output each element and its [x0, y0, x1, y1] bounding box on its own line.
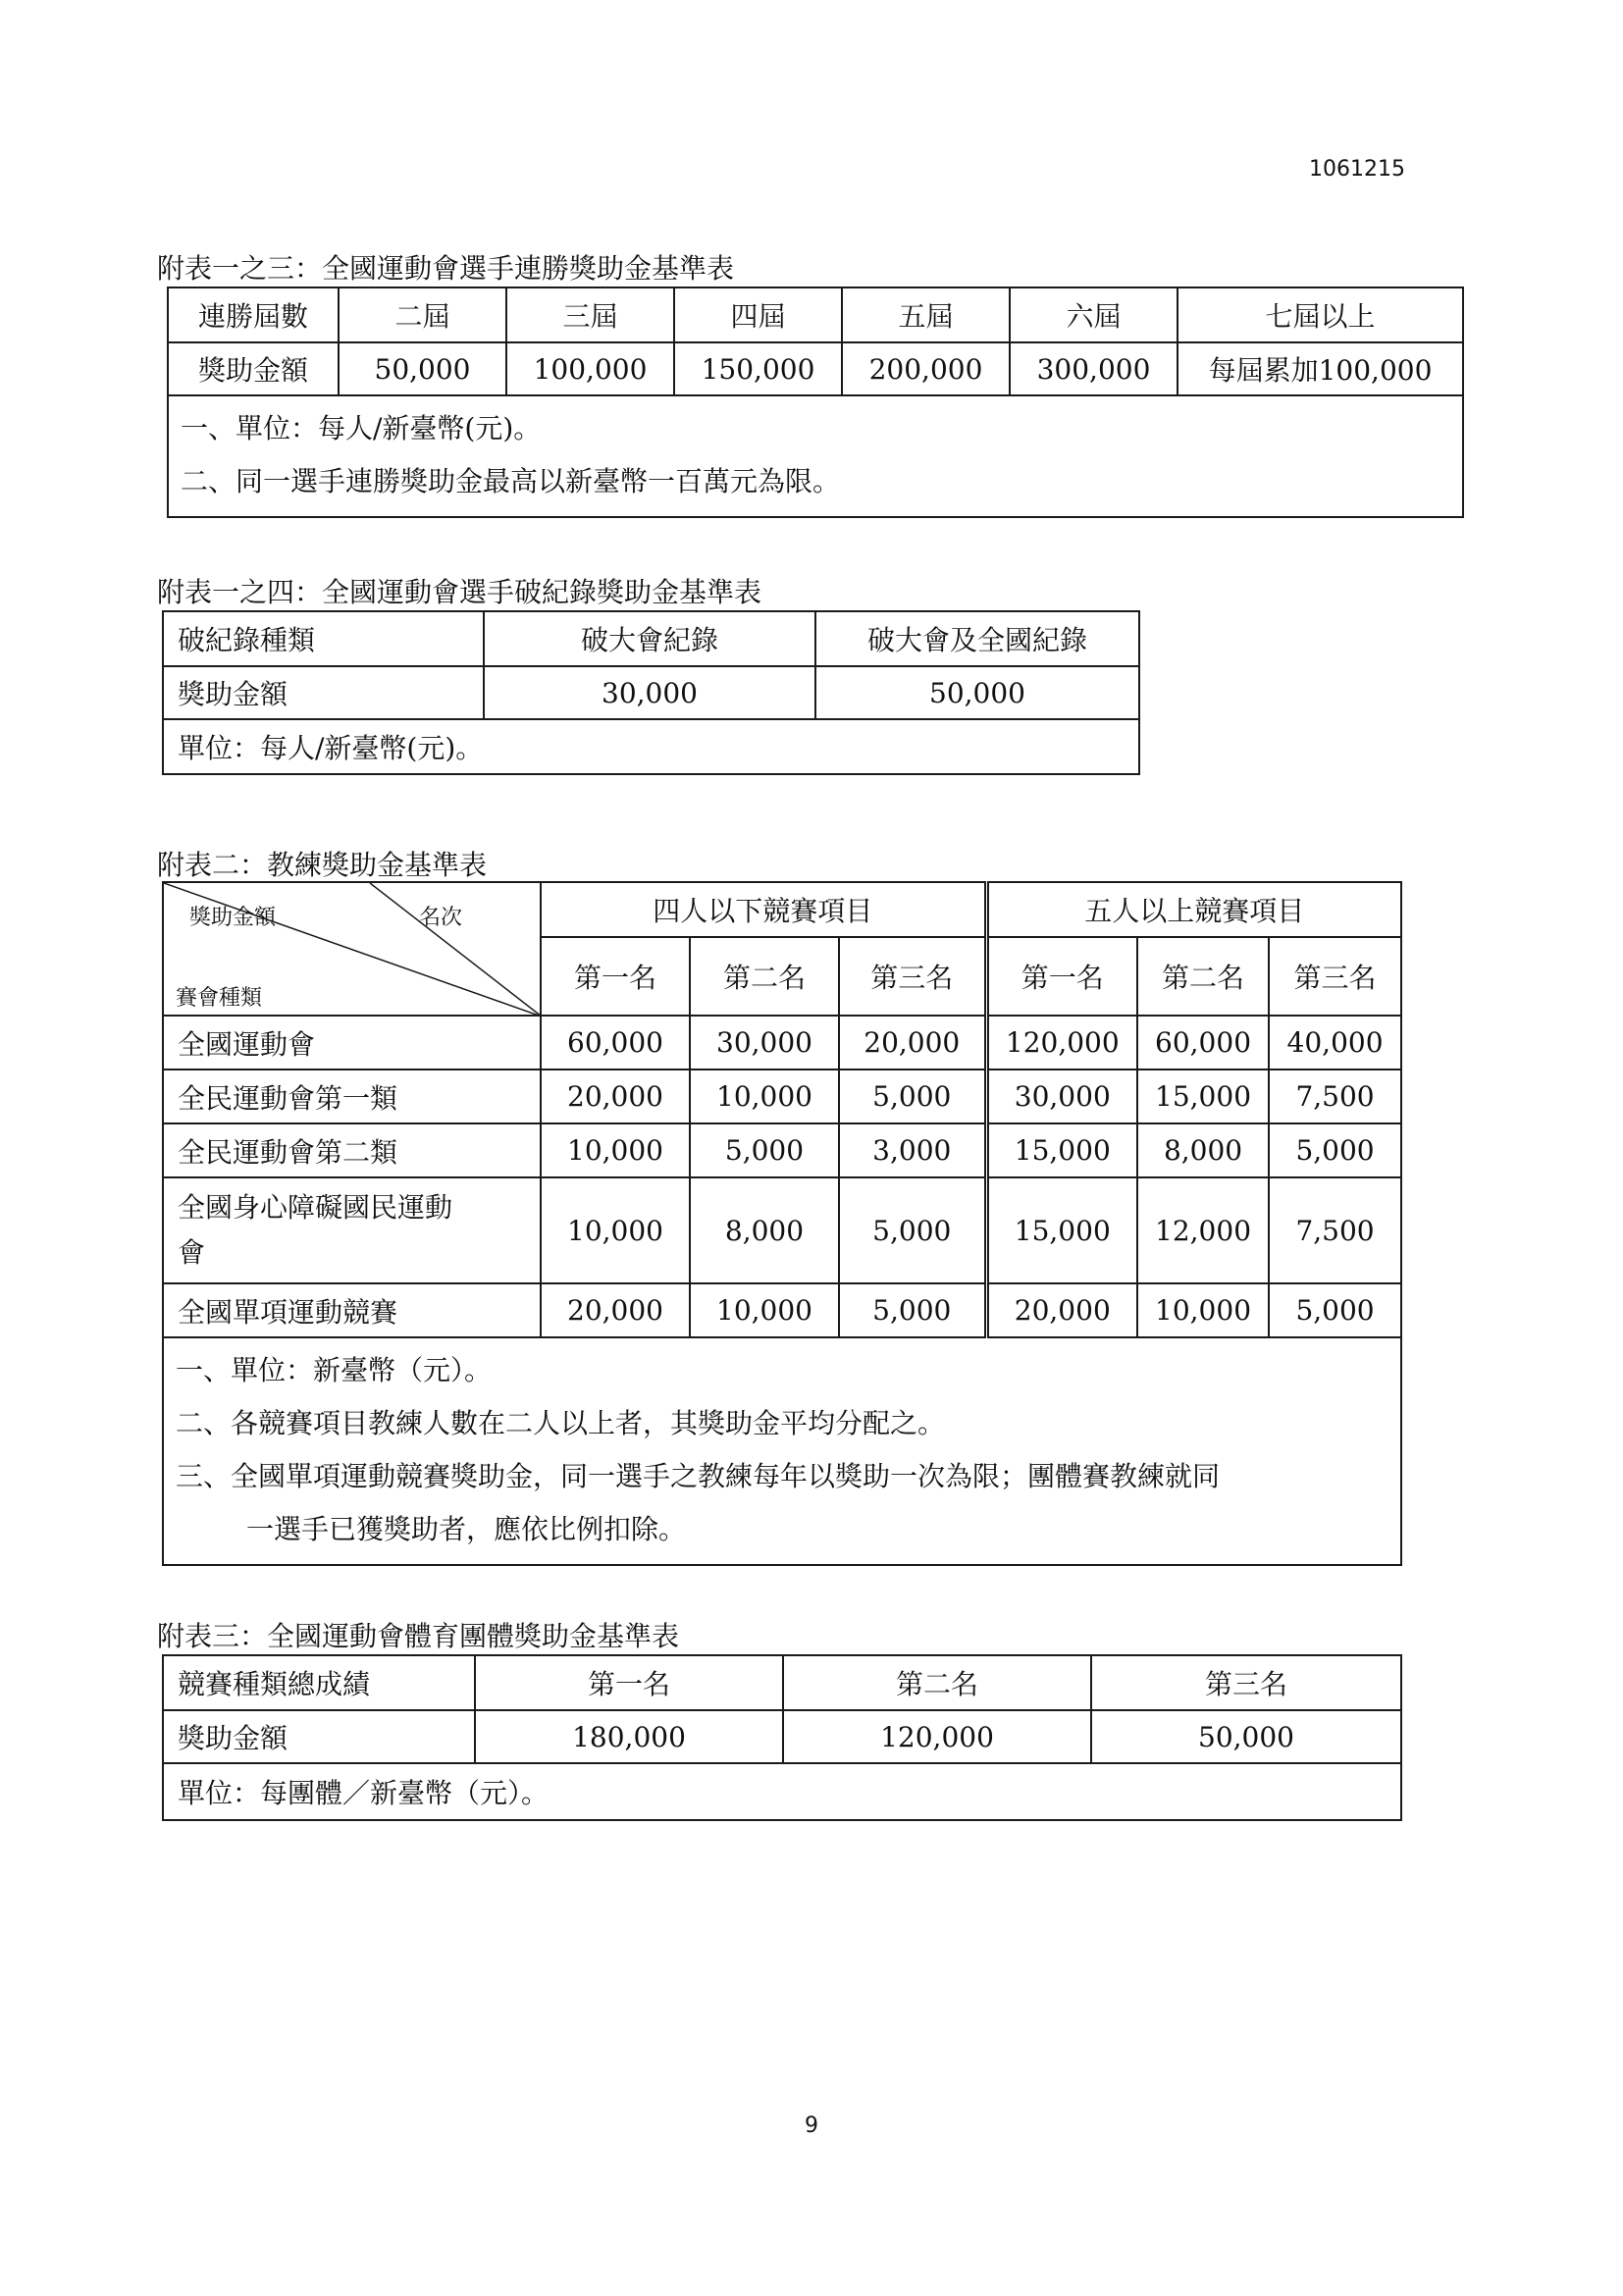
value-cell: 10,000	[690, 1070, 839, 1123]
table-row	[163, 1016, 1401, 1070]
value-cell: 5,000	[839, 1283, 986, 1337]
table-3-caption: 附表三：全國運動會體育團體獎助金基準表	[157, 1620, 680, 1652]
corner-bottom-left-label: 賽會種類	[176, 986, 263, 1011]
note-line: 一、單位：新臺幣（元）。	[176, 1354, 493, 1386]
value-cell: 15,000	[1137, 1070, 1269, 1123]
streak-award-table	[167, 287, 1464, 518]
notes-cell	[168, 395, 1463, 517]
value-cell: 每屆累加100,000	[1178, 342, 1463, 395]
note-line: 二、各競賽項目教練人數在二人以上者，其獎助金平均分配之。	[176, 1407, 946, 1439]
value-cell: 120,000	[986, 1016, 1137, 1070]
value-cell: 20,000	[986, 1283, 1137, 1337]
group-header: 四人以下競賽項目	[541, 882, 986, 937]
value-cell: 10,000	[541, 1177, 690, 1283]
value-cell: 5,000	[1269, 1123, 1401, 1177]
corner-top-left-label: 獎助金額	[189, 906, 277, 930]
note-line: 三、全國單項運動競賽獎助金，同一選手之教練每年以獎助一次為限；團體賽教練就同	[176, 1460, 1221, 1492]
header-label: 競賽種類總成績	[163, 1655, 475, 1710]
note-line: 二、同一選手連勝獎助金最高以新臺幣一百萬元為限。	[181, 465, 841, 497]
header-cell: 七屆以上	[1178, 287, 1463, 342]
row-label: 獎助金額	[168, 342, 339, 395]
value-cell: 7,500	[1269, 1070, 1401, 1123]
value-cell: 50,000	[339, 342, 506, 395]
value-cell: 15,000	[986, 1123, 1137, 1177]
table-2-caption: 附表二：教練獎助金基準表	[157, 849, 488, 881]
value-cell: 100,000	[506, 342, 674, 395]
row-label: 全民運動會第二類	[163, 1123, 541, 1177]
header-cell: 二屆	[339, 287, 506, 342]
rank-header: 第二名	[690, 937, 839, 1016]
record-award-table	[162, 610, 1140, 775]
value-cell: 20,000	[839, 1016, 986, 1070]
note-line: 一選手已獲獎助者，應依比例扣除。	[246, 1513, 687, 1545]
value-cell: 50,000	[815, 666, 1139, 719]
page-number: 9	[805, 2113, 818, 2138]
table-row	[163, 1177, 1401, 1283]
rank-header: 第一名	[541, 937, 690, 1016]
row-label: 全國運動會	[163, 1016, 541, 1070]
header-cell: 五屆	[842, 287, 1010, 342]
header-cell: 三屆	[506, 287, 674, 342]
value-cell: 30,000	[690, 1016, 839, 1070]
row-label: 全民運動會第一類	[163, 1070, 541, 1123]
note-line: 單位：每團體／新臺幣（元）。	[163, 1763, 1401, 1820]
row-label	[163, 1177, 541, 1283]
value-cell: 8,000	[690, 1177, 839, 1283]
table-row	[163, 1283, 1401, 1337]
value-cell: 30,000	[484, 666, 815, 719]
value-cell: 7,500	[1269, 1177, 1401, 1283]
value-cell: 50,000	[1091, 1710, 1401, 1763]
header-cell: 破大會紀錄	[484, 611, 815, 666]
value-cell: 8,000	[1137, 1123, 1269, 1177]
value-cell: 5,000	[839, 1177, 986, 1283]
rank-header: 第三名	[839, 937, 986, 1016]
row-label-line: 會	[178, 1236, 206, 1269]
value-cell: 5,000	[1269, 1283, 1401, 1337]
table-1-4-caption: 附表一之四：全國運動會選手破紀錄獎助金基準表	[157, 576, 762, 608]
header-label: 連勝屆數	[168, 287, 339, 342]
table-row	[163, 1070, 1401, 1123]
header-cell: 四屆	[674, 287, 842, 342]
value-cell: 300,000	[1010, 342, 1178, 395]
coach-award-table	[162, 881, 1402, 1566]
value-cell: 120,000	[783, 1710, 1091, 1763]
row-label: 獎助金額	[163, 666, 484, 719]
value-cell: 150,000	[674, 342, 842, 395]
notes-cell	[163, 1337, 1401, 1565]
rank-header: 第三名	[1269, 937, 1401, 1016]
value-cell: 10,000	[690, 1283, 839, 1337]
value-cell: 10,000	[541, 1123, 690, 1177]
value-cell: 40,000	[1269, 1016, 1401, 1070]
value-cell: 10,000	[1137, 1283, 1269, 1337]
note-line: 單位：每人/新臺幣(元)。	[163, 719, 1139, 774]
document-code: 1061215	[1309, 157, 1405, 182]
value-cell: 180,000	[475, 1710, 783, 1763]
table-row	[163, 1123, 1401, 1177]
value-cell: 60,000	[1137, 1016, 1269, 1070]
group-header: 五人以上競賽項目	[986, 882, 1401, 937]
corner-header-cell	[163, 882, 541, 1016]
value-cell: 15,000	[986, 1177, 1137, 1283]
value-cell: 5,000	[690, 1123, 839, 1177]
header-cell: 六屆	[1010, 287, 1178, 342]
row-label-line: 全國身心障礙國民運動	[178, 1191, 453, 1224]
value-cell: 20,000	[541, 1070, 690, 1123]
header-cell: 第三名	[1091, 1655, 1401, 1710]
rank-header: 第一名	[986, 937, 1137, 1016]
header-cell: 第二名	[783, 1655, 1091, 1710]
row-label: 獎助金額	[163, 1710, 475, 1763]
header-label: 破紀錄種類	[163, 611, 484, 666]
value-cell: 3,000	[839, 1123, 986, 1177]
note-line: 一、單位：每人/新臺幣(元)。	[181, 412, 542, 444]
rank-header: 第二名	[1137, 937, 1269, 1016]
team-award-table	[162, 1654, 1402, 1821]
table-1-3-caption: 附表一之三：全國運動會選手連勝獎助金基準表	[157, 252, 735, 285]
corner-top-right-label: 名次	[419, 906, 463, 930]
value-cell: 60,000	[541, 1016, 690, 1070]
value-cell: 5,000	[839, 1070, 986, 1123]
value-cell: 12,000	[1137, 1177, 1269, 1283]
value-cell: 30,000	[986, 1070, 1137, 1123]
row-label: 全國單項運動競賽	[163, 1283, 541, 1337]
value-cell: 20,000	[541, 1283, 690, 1337]
value-cell: 200,000	[842, 342, 1010, 395]
header-cell: 第一名	[475, 1655, 783, 1710]
header-cell: 破大會及全國紀錄	[815, 611, 1139, 666]
